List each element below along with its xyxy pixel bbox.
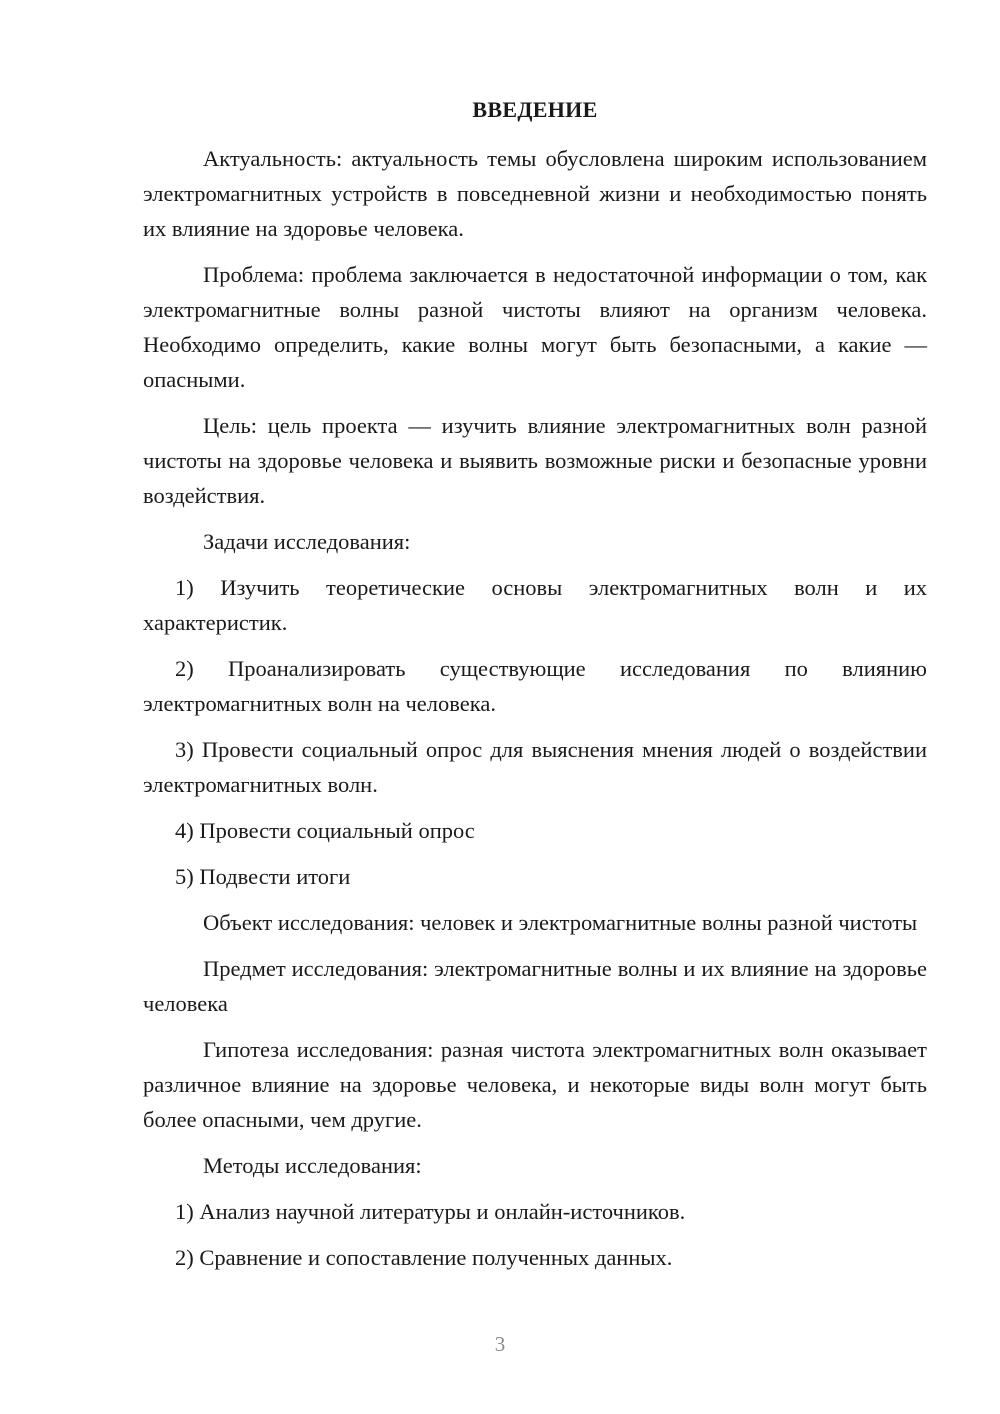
paragraph-methods-heading: Методы исследования:: [203, 1153, 422, 1178]
task-item: 2) Проанализировать существующие исследования по влиянию электромагнитных волн на человека.: [143, 656, 927, 716]
task-item: 3) Провести социальный опрос для выяснения мнения людей о воздействии электромагнитных волн.: [143, 737, 927, 797]
task-item: 5) Подвести итоги: [175, 864, 351, 889]
paragraph-object: Объект исследования: человек и электромагнитные волны разной чистоты: [203, 910, 918, 935]
paragraph-subject: Предмет исследования: электромагнитные волны и их влияние на здоровье человека: [143, 956, 927, 1016]
method-item: 1) Анализ научной литературы и онлайн-источников.: [175, 1199, 686, 1224]
paragraph-problem: Проблема: проблема заключается в недостаточной информации о том, как электромагнитные волны разной чистоты влияют на организм человека. Необходимо определить, какие волны могут быть безопасными, а какие — опасными.: [143, 262, 927, 392]
paragraph-tasks-heading: Задачи исследования:: [203, 529, 411, 554]
document-page: [143, 95, 927, 1286]
section-heading: ВВЕДЕНИЕ: [472, 97, 598, 122]
paragraph-relevance: Актуальность: актуальность темы обусловлена широким использованием электромагнитных устройств в повседневной жизни и необходимостью понять их влияние на здоровье человека.: [143, 146, 927, 241]
paragraph-hypothesis: Гипотеза исследования: разная чистота электромагнитных волн оказывает различное влияние на здоровье человека, и некоторые виды волн могут быть более опасными, чем другие.: [143, 1037, 927, 1132]
task-item: 1) Изучить теоретические основы электромагнитных волн и их характеристик.: [143, 575, 927, 635]
method-item: 2) Сравнение и сопоставление полученных данных.: [175, 1245, 673, 1270]
task-item: 4) Провести социальный опрос: [175, 818, 475, 843]
page-number: 3: [494, 1332, 506, 1356]
paragraph-goal: Цель: цель проекта — изучить влияние электромагнитных волн разной чистоты на здоровье человека и выявить возможные риски и безопасные уровни воздействия.: [143, 413, 927, 508]
